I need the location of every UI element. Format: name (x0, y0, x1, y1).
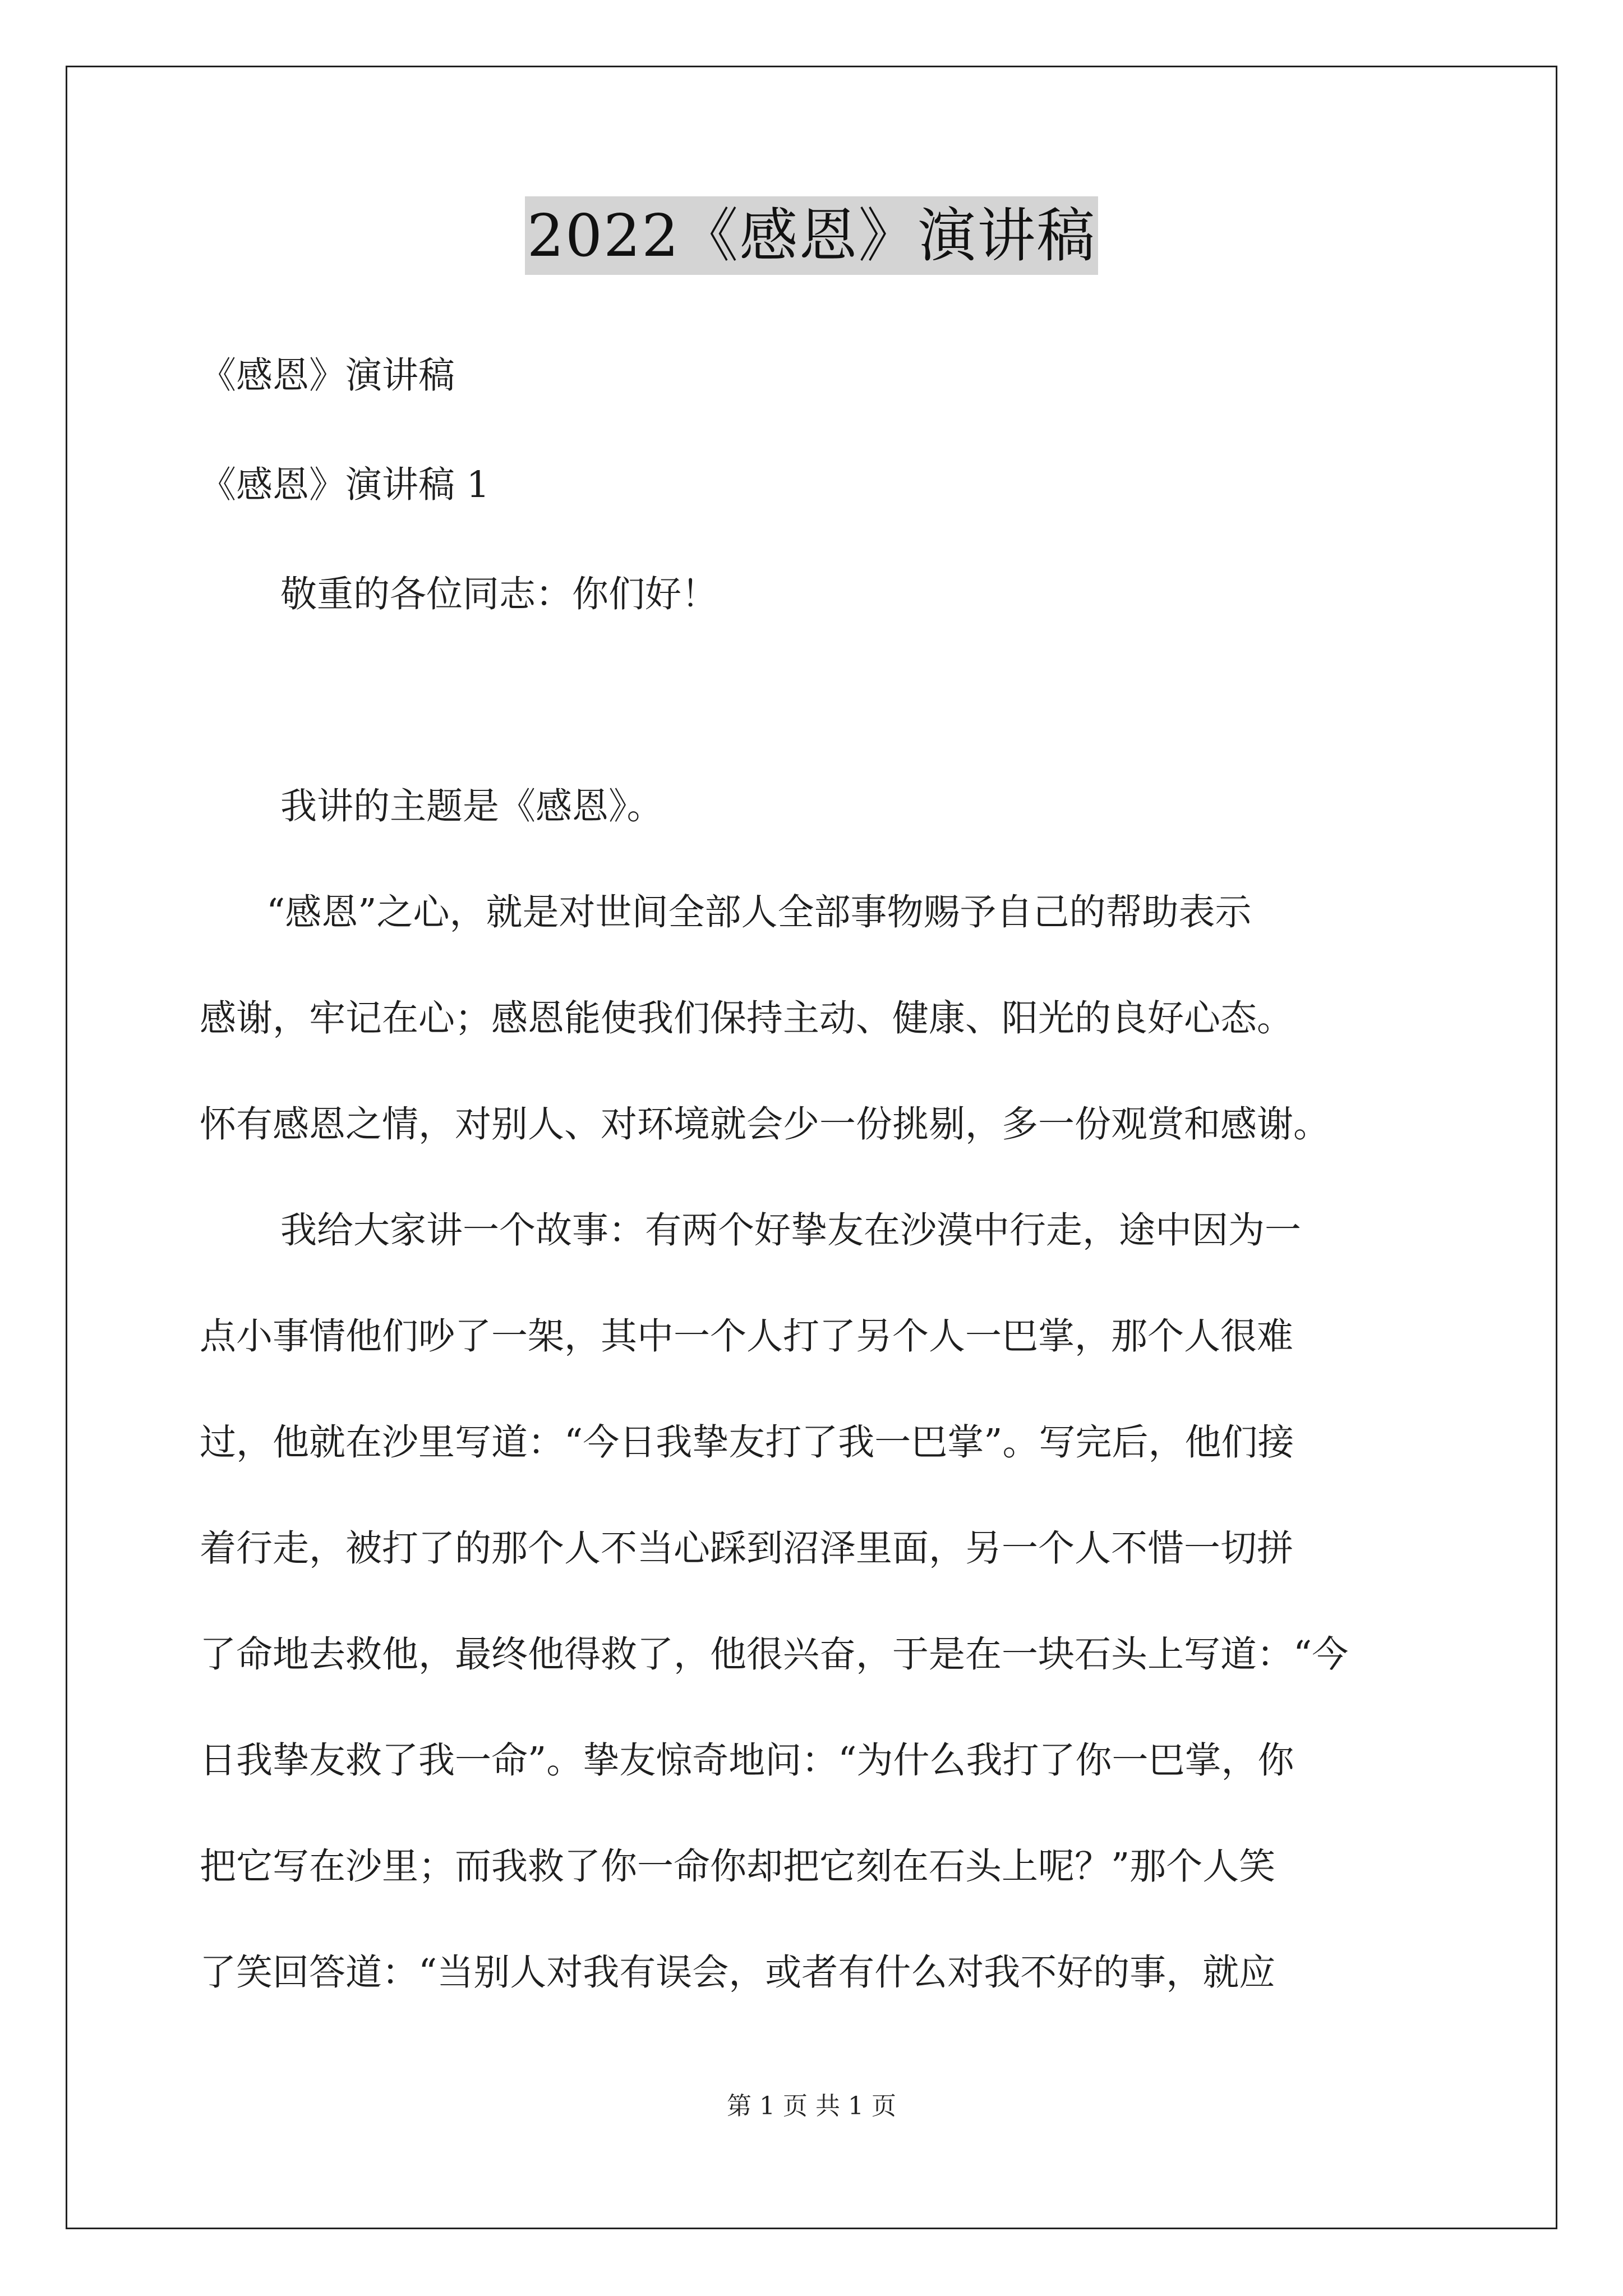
document-title: 2022《感恩》演讲稿 (525, 196, 1099, 275)
body-line: 怀有感恩之情，对别人、对环境就会少一份挑剔，多一份观赏和感谢。 (200, 1103, 1330, 1145)
page-footer: 第 1 页 共 1 页 (727, 2092, 896, 2120)
section-heading: 《感恩》演讲稿 1 (200, 464, 490, 506)
body-line: 过，他就在沙里写道：“今日我挚友打了我一巴掌”。写完后，他们接 (200, 1421, 1294, 1464)
body-line: 把它写在沙里；而我救了你一命你却把它刻在石头上呢？”那个人笑 (200, 1846, 1276, 1888)
body-line: 了笑回答道：“当别人对我有误会，或者有什么对我不好的事，就应 (200, 1952, 1276, 1994)
title-container (0, 196, 1623, 275)
body-line: 日我挚友救了我一命”。挚友惊奇地问：“为什么我打了你一巴掌，你 (200, 1740, 1294, 1782)
body-line: “感恩”之心，就是对世间全部人全部事物赐予自己的帮助表示 (266, 891, 1252, 933)
topic-line: 我讲的主题是《感恩》。 (280, 785, 663, 827)
greeting: 敬重的各位同志：你们好！ (280, 573, 718, 615)
body-line: 点小事情他们吵了一架，其中一个人打了另个人一巴掌，那个人很难 (200, 1315, 1294, 1358)
body-line: 了命地去救他，最终他得救了，他很兴奋，于是在一块石头上写道：“今 (200, 1634, 1349, 1676)
body-line: 感谢，牢记在心；感恩能使我们保持主动、健康、阳光的良好心态。 (200, 997, 1294, 1039)
body-line: 着行走，被打了的那个人不当心踩到沼泽里面，另一个人不惜一切拼 (200, 1527, 1294, 1570)
body-line: 我给大家讲一个故事：有两个好挚友在沙漠中行走，途中因为一 (280, 1209, 1302, 1251)
subtitle: 《感恩》演讲稿 (200, 355, 455, 397)
